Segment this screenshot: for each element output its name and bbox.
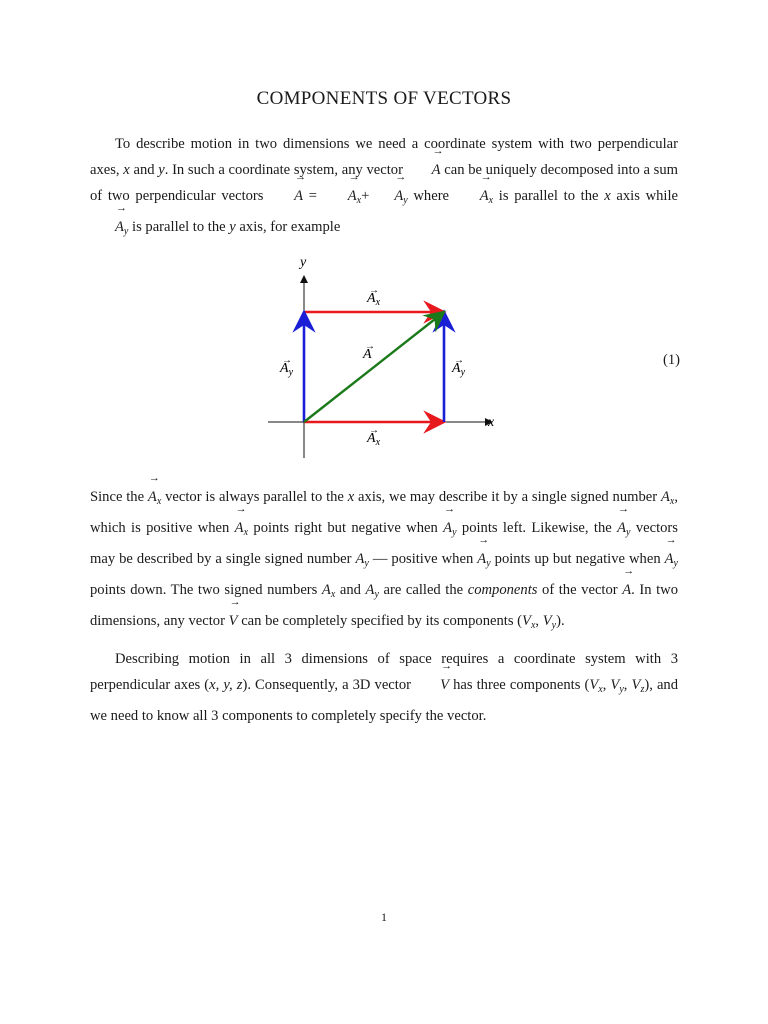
svg-text:→: → <box>369 285 379 296</box>
vector-components-diagram <box>250 248 530 468</box>
paragraph-signed-components: Since the → $A_x$ vector is always parallel to the x axis, we may describe it by a single signed number $A_x$, which is positive when → $A_x$ points right but negative when → $A_y$ points left. Likewise, the → $A_y$ vectors may be described by a single signed number $A_y$ — positive when → $A_y$ points up but negative when → $A_y$ points down. The two signed numbers $A_x$ and $A_y$ are called the components of the vector → A. In two dimensions, any vector → V can be completely specified by its components ($V_x$, $V_y$). <box>90 484 678 639</box>
svg-text:→: → <box>454 355 464 366</box>
svg-text:→: → <box>282 355 292 366</box>
equation-number: (1) <box>662 352 680 368</box>
label-ay-left <box>279 355 294 378</box>
x-axis-label: x <box>488 415 495 430</box>
page-title: COMPONENTS OF VECTORS <box>256 88 512 109</box>
vector-a-diagonal <box>304 312 444 422</box>
paragraph-intro: To describe motion in two dimensions we need a coordinate system with two perpendicular axes, x and y. In such a coordinate system, any vector → A can be uniquely decomposed into a sum of two perpendicular vectors → A = → $A_x+\to A_y$ where → $A_x$ is parallel to the x axis while → $A_y$ is parallel to the y axis, for example <box>90 131 678 245</box>
page-number: 1 <box>381 910 387 924</box>
svg-text:Ax: $A_x$ <box>367 291 381 308</box>
svg-text:Ay: $A_y$ <box>452 361 466 378</box>
svg-text:A: A <box>363 347 372 362</box>
label-ax-bottom <box>366 425 381 448</box>
y-axis-label: y <box>300 255 307 270</box>
label-a-diagonal <box>362 341 375 362</box>
paragraph-3d: Describing motion in all 3 dimensions of space requires a coordinate system with 3 perpendicular axes (x, y, z). Consequently, a 3D vector → V has three components ($V_x$, $V_y$, $V_z$), and we need to know all 3 components to completely specify the vector. <box>90 646 678 729</box>
svg-text:Ay: $A_y$ <box>280 361 294 378</box>
svg-text:Ax: $A_x$ <box>367 431 381 448</box>
svg-text:→: → <box>365 341 375 352</box>
components-term: components <box>467 582 538 598</box>
label-ay-right <box>451 355 466 378</box>
svg-text:→: → <box>369 425 379 436</box>
label-ax-top <box>366 285 381 308</box>
math-A: → A <box>269 183 303 209</box>
